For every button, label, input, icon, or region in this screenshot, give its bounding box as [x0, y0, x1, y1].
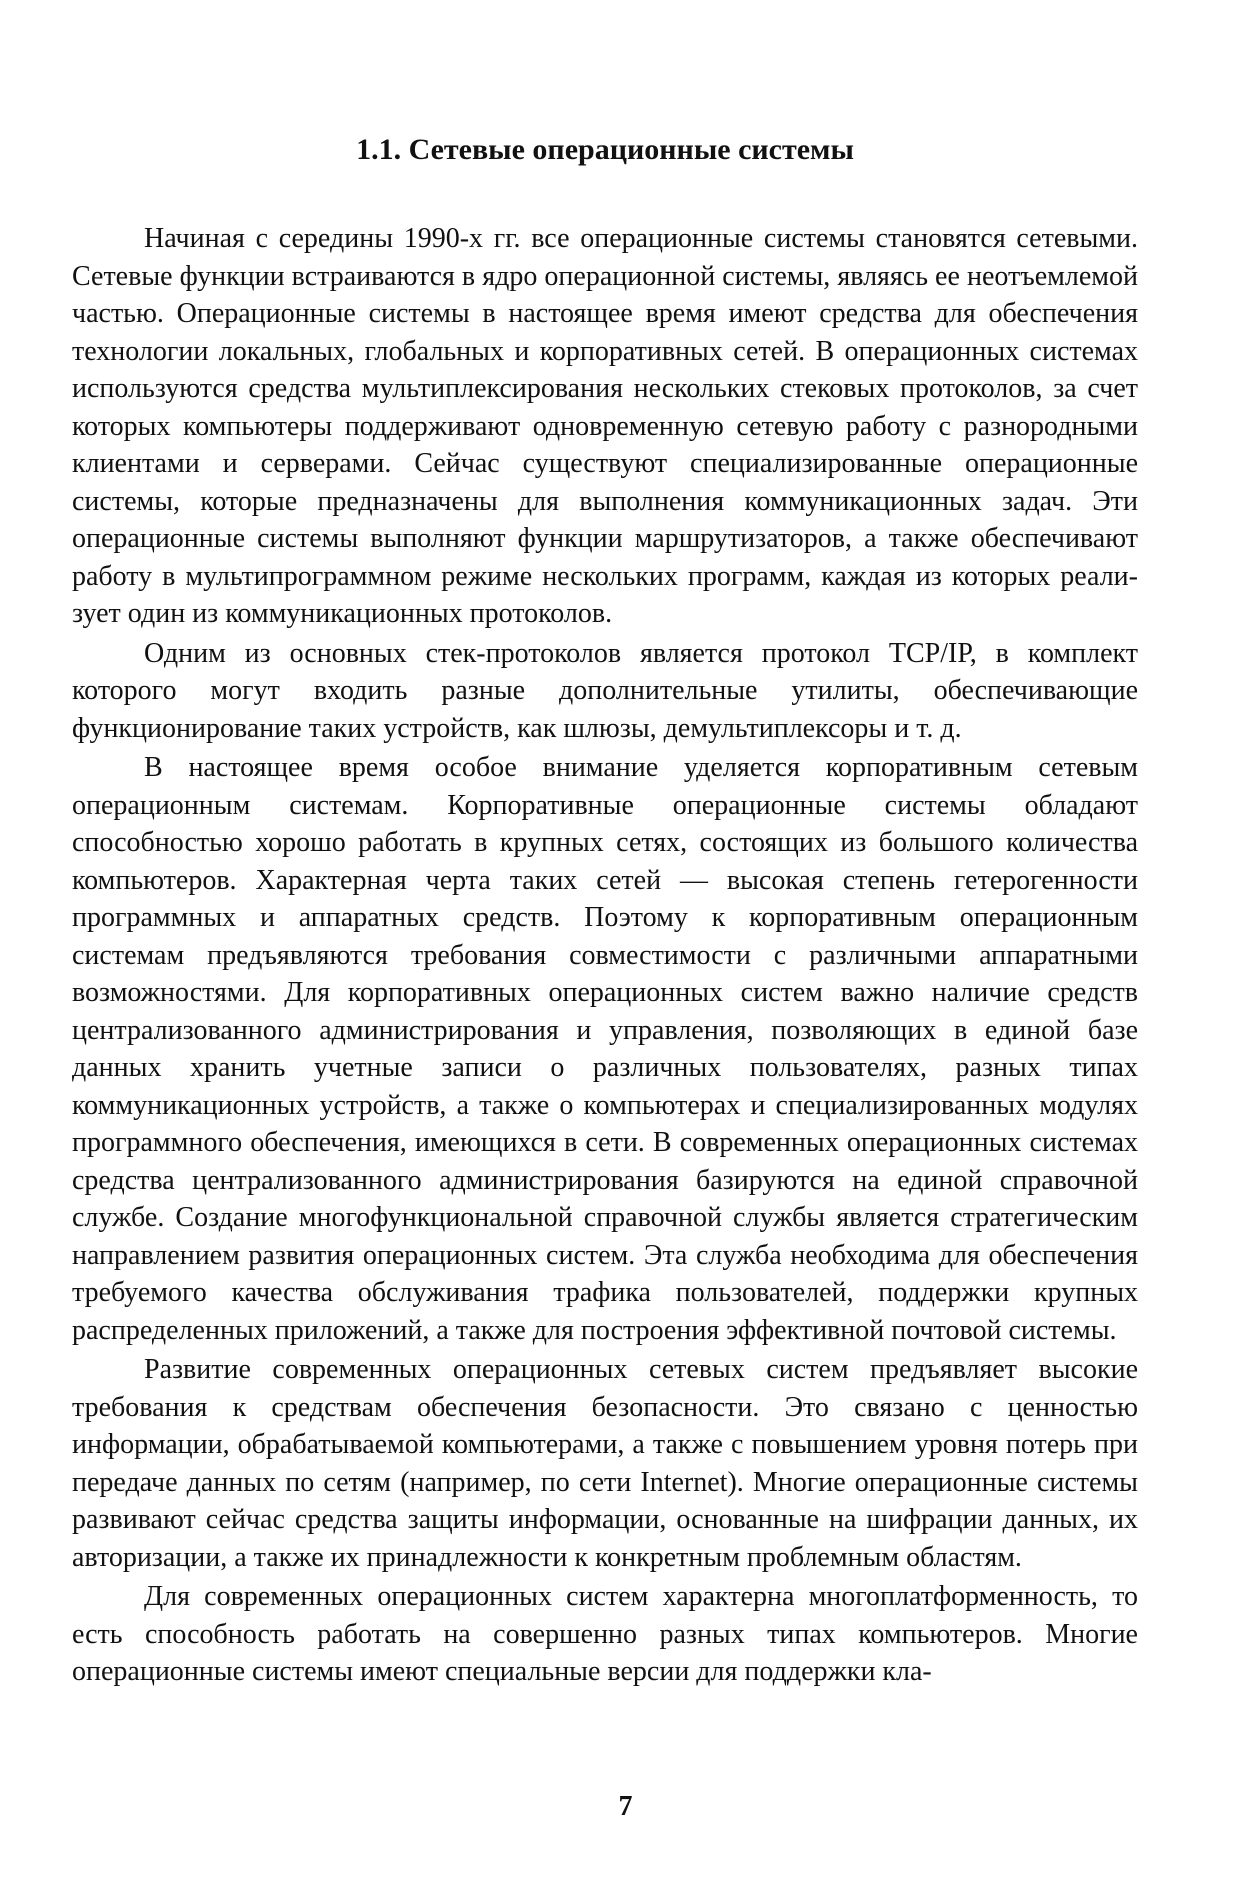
paragraph: Одним из основных стек-протоколов является протокол TCP/IP, в комплект которого могут входить разные дополнительные утилиты, обеспечивающие функционирование таких устройств, как шлюзы, демультиплексоры и т. д. — [72, 637, 1138, 744]
paragraph: Для современных операционных систем характерна многоплатформенность, то есть способность работать на совершенно разных типах компьютеров. Многие операционные системы имеют специальные версии для поддержки кла- — [72, 1581, 1138, 1687]
page-number: 7 — [618, 1791, 633, 1822]
paragraph: В настоящее время особое внимание уделяется корпоративным сетевым операционным системам. Корпоративные операционные системы обладают способностью хорошо работать в крупных сетях, состоящих из большого количества компьютеров. Характерная черта таких сетей — высокая степень гетерогенности программных и аппаратных средств. Поэтому к корпоративным операционным системам предъявляются требования совместимости с различными аппаратными возможностями. Для корпоративных операционных систем важно наличие средств централизованного администрирования и управления, позволяющих в единой базе данных хранить учетные записи о различных пользователях, разных типах коммуникационных устройств, а также о компьютерах и специализированных модулях программного обеспечения, имеющихся в сети. В современных операционных системах средства централизованного администрирования базируются на единой справочной службе. Создание многофункциональной справочной службы является стратегическим направлением развития операционных систем. Эта служба необходима для обеспечения требуемого качества обслуживания трафика пользователей, поддержки крупных распределенных приложений, а также для построения эффективной почтовой системы. — [72, 752, 1138, 1346]
paragraph: Начиная с середины 1990-х гг. все операционные системы становятся сетевыми. Сетевые функции встраиваются в ядро операционной системы, являясь ее неотъемлемой частью. Операционные системы в настоящее время имеют средства для обеспечения технологии локальных, глобальных и корпоративных сетей. В операционных системах используются средства мультиплексирования нескольких стековых протоколов, за счет которых компьютеры поддерживают одновременную сетевую работу с разнородными клиентами и серверами. Сейчас существуют специализированные операционные системы, которые предназначены для выполнения коммуникационных задач. Эти операционные системы выполняют функции маршрутизаторов, а также обеспечивают работу в мультипрограммном режиме нескольких программ, каждая из которых реализует один из коммуникационных протоколов. — [72, 223, 1138, 629]
paragraph: Развитие современных операционных сетевых систем предъявляет высокие требования к средствам обеспечения безопасности. Это связано с ценностью информации, обрабатываемой компьютерами, а также с повышением уровня потерь при передаче данных по сетям (например, по сети Internet). Многие операционные системы развивают сейчас средства защиты информации, основанные на шифрации данных, их авторизации, а также их принадлежности к конкретным проблемным областям. — [72, 1354, 1138, 1573]
section-heading: 1.1. Сетевые операционные системы — [356, 133, 854, 166]
body-text — [72, 220, 1138, 1691]
